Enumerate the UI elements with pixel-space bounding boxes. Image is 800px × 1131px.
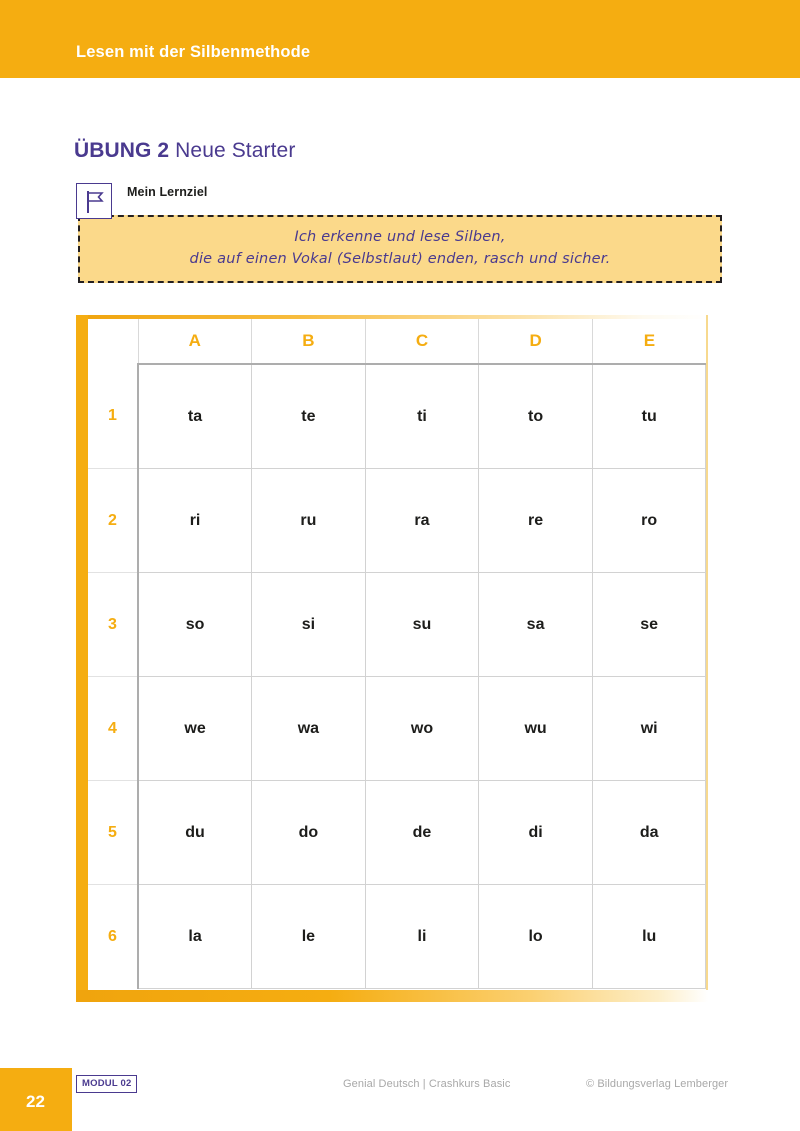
syllable-cell: ru (252, 469, 366, 573)
row-number: 2 (88, 469, 138, 573)
goal-label: Mein Lernziel (127, 185, 208, 199)
exercise-label: ÜBUNG 2 (74, 139, 170, 162)
syllable-cell: do (252, 781, 366, 885)
column-header-d: D (479, 319, 593, 364)
row-number: 3 (88, 573, 138, 677)
syllable-cell: da (592, 781, 706, 885)
row-number: 5 (88, 781, 138, 885)
syllable-cell: ro (592, 469, 706, 573)
column-header-b: B (252, 319, 366, 364)
syllable-cell: de (365, 781, 479, 885)
syllable-cell: le (252, 885, 366, 989)
flag-icon (76, 183, 112, 219)
syllable-cell: ri (138, 469, 252, 573)
exercise-name: Neue Starter (175, 139, 296, 162)
table-row (88, 573, 706, 677)
table-row (88, 781, 706, 885)
syllable-cell: lo (479, 885, 593, 989)
syllable-cell: si (252, 573, 366, 677)
page-title (74, 139, 295, 163)
syllable-cell: sa (479, 573, 593, 677)
syllable-cell: re (479, 469, 593, 573)
frame-bottom-bar (76, 990, 708, 1002)
syllable-cell: ti (365, 364, 479, 469)
page-header-band (0, 0, 800, 78)
syllable-cell: lu (592, 885, 706, 989)
footer-copyright: © Bildungsverlag Lemberger (586, 1078, 729, 1090)
column-header-a: A (138, 319, 252, 364)
syllable-cell: te (252, 364, 366, 469)
table-body (88, 364, 706, 989)
syllable-cell: se (592, 573, 706, 677)
syllable-cell: du (138, 781, 252, 885)
syllable-cell: li (365, 885, 479, 989)
table-row (88, 677, 706, 781)
syllable-table (88, 319, 706, 989)
syllable-cell: wa (252, 677, 366, 781)
row-number: 4 (88, 677, 138, 781)
syllable-table-frame (76, 315, 708, 1002)
table-row (88, 469, 706, 573)
row-number: 1 (108, 407, 117, 424)
syllable-cell: so (138, 573, 252, 677)
page-header-title: Lesen mit der Silbenmethode (76, 43, 311, 61)
column-header-c: C (365, 319, 479, 364)
column-header-e: E (592, 319, 706, 364)
syllable-cell: we (138, 677, 252, 781)
module-badge: MODUL 02 (76, 1075, 137, 1093)
table-corner-cell (88, 319, 138, 364)
table-header-row (88, 319, 706, 364)
syllable-cell: wu (479, 677, 593, 781)
syllable-cell: su (365, 573, 479, 677)
row-number: 6 (88, 885, 138, 989)
syllable-cell: ta (138, 364, 252, 469)
page-number: 22 (26, 1092, 45, 1111)
syllable-cell: wo (365, 677, 479, 781)
frame-left-bar (76, 315, 88, 1002)
syllable-cell: di (479, 781, 593, 885)
syllable-cell: tu (592, 364, 706, 469)
table-row (88, 364, 706, 469)
goal-line-2: die auf einen Vokal (Selbstlaut) enden, rasch und sicher. (189, 251, 611, 267)
goal-line-1: Ich erkenne und lese Silben, (294, 229, 506, 246)
learning-goal-box (78, 215, 722, 283)
table-row (88, 885, 706, 989)
syllable-cell: la (138, 885, 252, 989)
syllable-cell: to (479, 364, 593, 469)
syllable-cell: wi (592, 677, 706, 781)
syllable-cell: ra (365, 469, 479, 573)
footer-course-text: Genial Deutsch | Crashkurs Basic (343, 1078, 511, 1090)
syllable-table-inner (88, 319, 706, 990)
